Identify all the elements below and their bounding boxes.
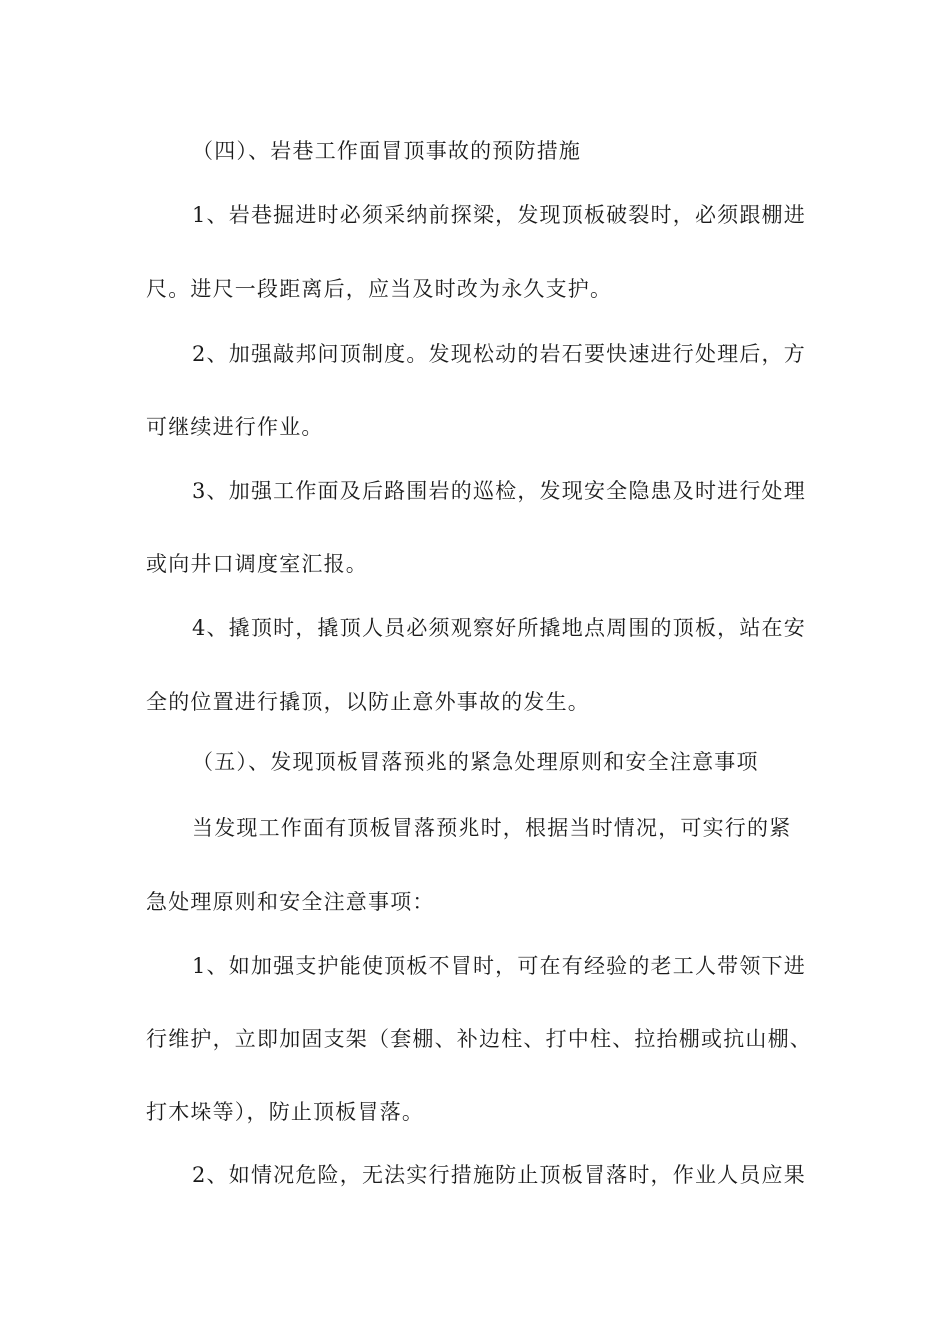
paragraph-line: 全的位置进行撬顶，以防止意外事故的发生。 xyxy=(146,690,590,714)
paragraph-line: 行维护，立即加固支架（套棚、补边柱、打中柱、拉抬棚或抗山棚、 xyxy=(146,1027,812,1051)
paragraph-line: 急处理原则和安全注意事项： xyxy=(146,890,435,914)
paragraph-line: 尺。进尺一段距离后，应当及时改为永久支护。 xyxy=(146,277,613,301)
section-heading-four: （四）、岩巷工作面冒顶事故的预防措施 xyxy=(192,139,582,163)
paragraph-line: 或向井口调度室汇报。 xyxy=(146,552,368,576)
paragraph-line: 4、撬顶时，撬顶人员必须观察好所撬地点周围的顶板，站在安 xyxy=(192,616,806,640)
section-heading-five: （五）、发现顶板冒落预兆的紧急处理原则和安全注意事项 xyxy=(192,750,759,774)
paragraph-line: 打木垛等），防止顶板冒落。 xyxy=(146,1100,425,1124)
paragraph-line: 2、如情况危险，无法实行措施防止顶板冒落时，作业人员应果 xyxy=(192,1163,806,1187)
paragraph-line: 1、如加强支护能使顶板不冒时，可在有经验的老工人带领下进 xyxy=(192,954,806,978)
paragraph-line: 可继续进行作业。 xyxy=(146,415,324,439)
paragraph-line: 2、加强敲邦问顶制度。发现松动的岩石要快速进行处理后，方 xyxy=(192,342,806,366)
paragraph-line: 1、岩巷掘进时必须采纳前探梁，发现顶板破裂时，必须跟棚进 xyxy=(192,203,806,227)
paragraph-line: 当发现工作面有顶板冒落预兆时，根据当时情况，可实行的紧 xyxy=(192,816,792,840)
paragraph-line: 3、加强工作面及后路围岩的巡检，发现安全隐患及时进行处理 xyxy=(192,479,806,503)
